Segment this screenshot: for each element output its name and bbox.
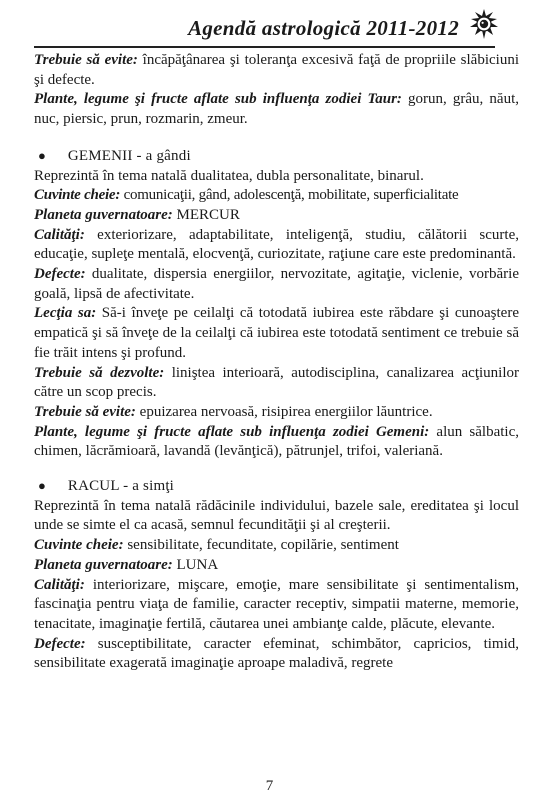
gemeni-intro: Reprezintă în tema natală dualitatea, dubla personalitate, binarul. bbox=[34, 167, 424, 184]
bullet-icon: ● bbox=[38, 478, 46, 494]
gemeni-dezvolte-paragraph bbox=[34, 364, 519, 403]
gemeni-cuvinte-text: comunicaţii, gând, adolescenţă, mobilitate, superficialitate bbox=[120, 187, 459, 204]
gemeni-calitati-label: Calităţi: bbox=[34, 226, 85, 243]
taur-plante-label: Plante, legume şi fructe aflate sub influenţa zodiei Taur: bbox=[34, 91, 402, 108]
taur-evite-text: încăpăţânarea şi toleranţa excesivă faţă de propriile slăbiciuni şi defecte. bbox=[34, 52, 519, 88]
taur-plante-text: gorun, grâu, năut, nuc, piersic, prun, rozmarin, zmeur. bbox=[34, 91, 519, 128]
gemeni-calitati-paragraph bbox=[34, 226, 519, 265]
gemeni-dezvolte-text: liniştea interioară, autodisciplina, canalizarea acţiunilor către un scop precis. bbox=[34, 364, 519, 401]
rac-calitati-paragraph bbox=[34, 576, 519, 635]
gemeni-defecte-paragraph bbox=[34, 265, 519, 304]
section-gap bbox=[34, 462, 519, 476]
zodiac-emblem-icon bbox=[467, 8, 501, 42]
taur-plante-paragraph bbox=[34, 90, 519, 129]
gemeni-evite-paragraph bbox=[34, 403, 519, 423]
gemeni-cuvinte-paragraph bbox=[34, 186, 519, 206]
rac-calitati-text: interiorizare, mişcare, emoţie, mare sensibilitate şi sentimentalism, fascinaţia pentru viaţa de familie, caracter receptiv, simpatii materne, memorie, tenacitate, imaginaţie fertilă, căutarea unei ambianţe calde, plăcute, elevante. bbox=[34, 576, 519, 632]
gemeni-defecte-label: Defecte: bbox=[34, 266, 86, 283]
gemeni-plante-text: alun sălbatic, chimen, lăcrămioară, lavandă (levănţică), pătrunjel, trifoi, valeriană. bbox=[34, 423, 519, 460]
gemeni-planeta-label: Planeta guvernatoare: bbox=[34, 206, 173, 223]
rac-planeta-paragraph bbox=[34, 556, 519, 576]
gemeni-cuvinte-label: Cuvinte cheie: bbox=[34, 187, 121, 204]
rac-calitati-label: Calităţi: bbox=[34, 576, 85, 593]
gemeni-title: GEMENII - a gândi bbox=[67, 147, 191, 164]
rac-defecte-text: susceptibilitate, caracter efeminat, schimbător, capricios, timid, sensibilitate exagerată imaginaţie aproape maladivă, regrete bbox=[34, 635, 519, 672]
rac-cuvinte-text: sensibilitate, fecunditate, copilărie, sentiment bbox=[123, 537, 399, 554]
rac-cuvinte-paragraph bbox=[34, 536, 519, 556]
section-gap bbox=[34, 130, 519, 146]
page-body bbox=[34, 51, 519, 674]
rac-defecte-paragraph bbox=[34, 635, 519, 674]
gemeni-planeta-text: MERCUR bbox=[172, 206, 240, 223]
bullet-icon: ● bbox=[38, 147, 46, 163]
rac-planeta-text: LUNA bbox=[172, 556, 219, 573]
gemeni-plante-label: Plante, legume şi fructe aflate sub influenţa zodiei Gemeni: bbox=[34, 423, 430, 440]
gemeni-defecte-text: dualitate, dispersia energiilor, nervozitate, agitaţie, viclenie, vorbărie goală, lipsă de afectivitate. bbox=[34, 266, 519, 302]
running-title: Agendă astrologică 2011-2012 bbox=[188, 16, 459, 40]
gemeni-plante-paragraph bbox=[34, 423, 519, 462]
gemeni-dezvolte-label: Trebuie să dezvolte: bbox=[34, 364, 165, 381]
gemeni-calitati-text: exteriorizare, adaptabilitate, inteligenţă, studiu, călătorii scurte, educaţie, supleţe mentală, elocvenţă, curiozitate, raţiune care este predominantă. bbox=[34, 226, 519, 263]
rac-intro: Reprezintă în tema natală rădăcinile individului, bazele sale, ereditatea şi locul unde se simte el ca acasă, semnul fecundităţii şi al creşterii. bbox=[34, 497, 519, 534]
taur-evite-label: Trebuie să evite: bbox=[34, 52, 138, 68]
gemeni-lectia-paragraph bbox=[34, 304, 519, 363]
rac-cuvinte-label: Cuvinte cheie: bbox=[34, 537, 124, 554]
gemeni-heading bbox=[34, 146, 519, 167]
header-rule bbox=[34, 46, 495, 48]
gemeni-planeta-paragraph bbox=[34, 206, 519, 226]
gemeni-lectia-label: Lecţia sa: bbox=[34, 305, 97, 322]
gemeni-lectia-text: Să-i înveţe pe ceilalţi că totodată iubirea este răbdare şi cunoaştere empatică şi să înveţe de la ceilalţi că iubirea este totodată sentiment ce trebuie să fie trăit intens şi profund. bbox=[34, 305, 519, 361]
rac-title: RACUL - a simţi bbox=[67, 478, 175, 495]
gemeni-evite-text: epuizarea nervoasă, risipirea energiilor lăuntrice. bbox=[135, 403, 433, 420]
page-header bbox=[34, 6, 495, 46]
rac-planeta-label: Planeta guvernatoare: bbox=[34, 556, 173, 573]
page-number: 7 bbox=[265, 778, 274, 794]
rac-heading bbox=[34, 476, 519, 497]
taur-evite-paragraph bbox=[34, 51, 519, 90]
rac-defecte-label: Defecte: bbox=[34, 635, 86, 652]
gemeni-evite-label: Trebuie să evite: bbox=[34, 403, 136, 420]
